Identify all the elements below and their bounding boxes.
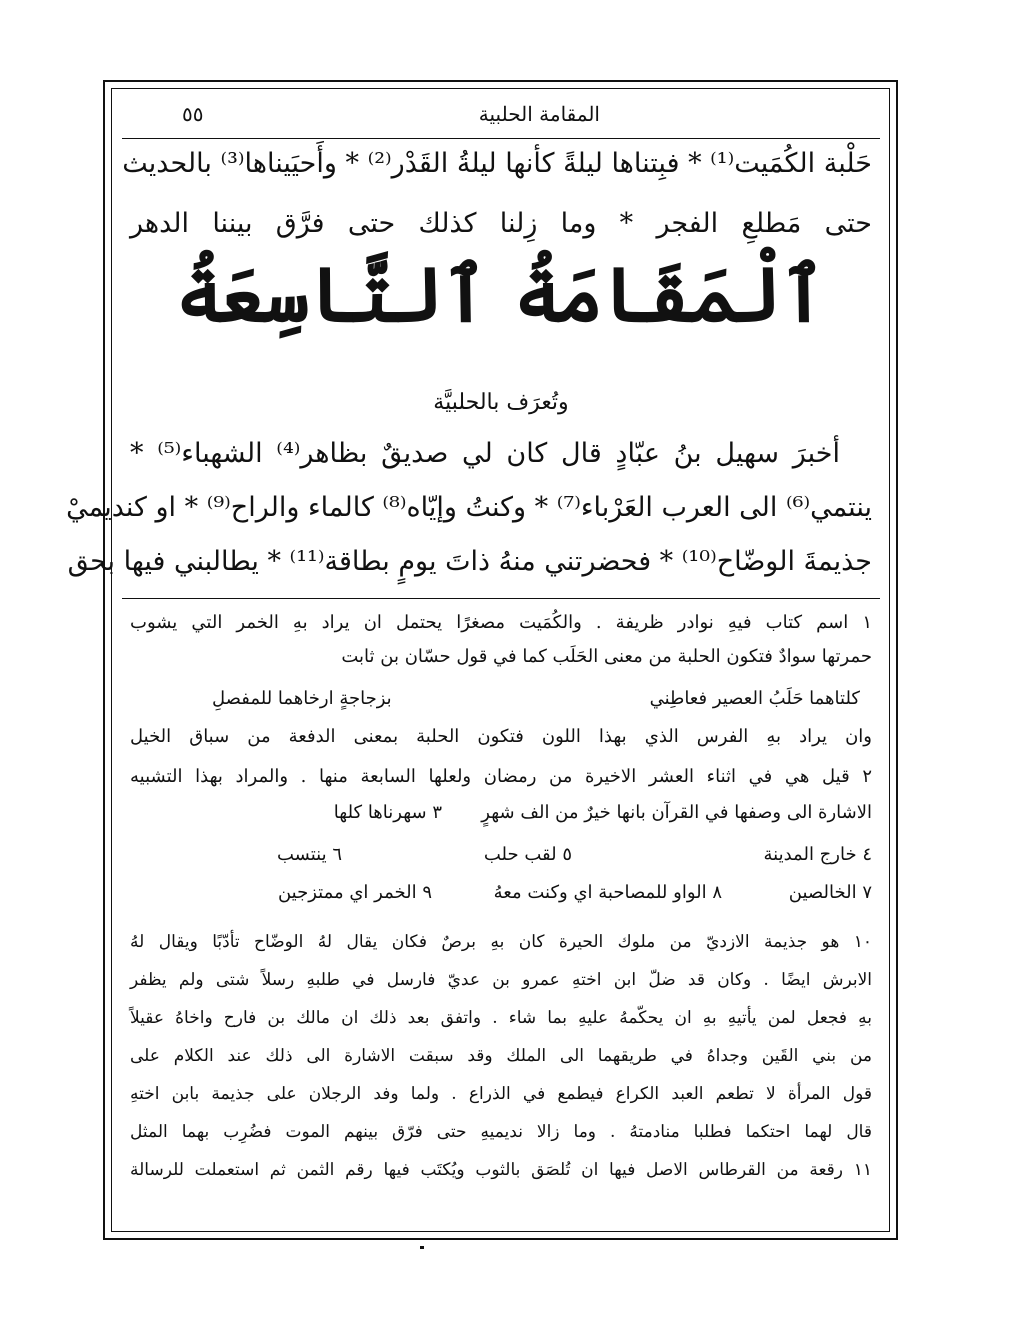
footnote-6: ٦ ينتسب [277, 844, 342, 865]
body-line: جذيمةَ الوضّاح⁽¹⁰⁾ * فحضرتني منهُ ذاتَ يومٍ بطاقة⁽¹¹⁾ * يطالبني فيها بحق [67, 546, 872, 577]
footnote-line: ١٠ هو جذيمة الازديّ من ملوك الحيرة كان بهِ برصٌ فكان يقال لهُ الوضّاح تأدّبًا ويقال لهُ [130, 932, 872, 952]
footnote-line: ١١ رقعة من القرطاس الاصل فيها ان تُلصَق بالثوب ويُكتَب فيها رقم الثمن ثم استعملت للرسالة [130, 1160, 872, 1180]
footnote-2-continued: الاشارة الى وصفها في القرآن بانها خيرٌ من الف شهرٍ [481, 802, 872, 823]
footnote-line: قال لهما احتكما فطلبا منادمتهُ . وما زالا نديميهِ حتى فرّق بينهم الموت فضُرِب بهما المثل [130, 1122, 872, 1142]
header-rule [122, 138, 880, 139]
print-mark [420, 1246, 424, 1249]
poem-verse [212, 688, 860, 709]
footnote-7: ٧ الخالصين [788, 882, 872, 903]
verse-hemistich-second: بزجاجةٍ ارخاهما للمفصلِ [212, 688, 392, 709]
running-header [122, 102, 880, 132]
footnote-line: قول المرأة لا تطعم العبد الكراع فيطمع في الذراع . ولما وفد الرجلان على جذيمة بابن اختهِ [130, 1084, 872, 1104]
footnote-8: ٨ الواو للمصاحبة اي وكنت معهُ [493, 882, 722, 903]
maqama-subtitle: وتُعرَف بالحلبيَّة [433, 390, 569, 415]
body-line: ينتمي⁽⁶⁾ الى العرب العَرْباء⁽⁷⁾ * وكنتُ وإيّاه⁽⁸⁾ كالماء والراح⁽⁹⁾ * او كنديميْ [66, 492, 872, 523]
intro-line: حَلْبة الكُمَيت⁽¹⁾ * فبِتناها ليلةً كأنها ليلةُ القَدْر⁽²⁾ * وأَحيَيناها⁽³⁾ بالحديث [122, 148, 872, 179]
intro-line: حتى مَطلعِ الفجر * وما زِلنا كذلك حتى فرَّق بيننا الدهر [130, 208, 872, 239]
footnote-rule [122, 598, 880, 599]
footnote-line: حمرتها سوادٌ فتكون الحلبة من معنى الحَلَب كما في قول حسّان بن ثابت [341, 646, 872, 667]
footnote-line: بهِ فجعل لمن يأتيهِ بهِ ان يحكّمهُ عليهِ بما شاء . واتفق بعد ذلك ان مالك بن فارح واخاهُ عقيلاً [130, 1008, 872, 1028]
page-number: ٥٥ [182, 102, 204, 126]
footnote-line: ٢ قيل هي في اثناء العشر الاخيرة من رمضان ولعلها السابعة منها . والمراد بهذا التشبيه [130, 766, 872, 787]
page-content [66, 90, 880, 1220]
footnote-line: الابرش ايضًا . وكان قد ضلّ ابن اختهِ عمرو بن عديّ فارسل في طلبهِ رسلاً شتى ولم يظفر [130, 970, 872, 990]
verse-hemistich-first: كلتاهما حَلَبُ العصير فعاطِني [649, 688, 860, 709]
footnote-5: ٥ لقب حلب [483, 844, 572, 865]
footnote-9: ٩ الخمر اي ممتزجين [277, 882, 432, 903]
body-line: أخبرَ سهيل بنُ عبّادٍ قال كان لي صديقٌ بظاهر⁽⁴⁾ الشهباء⁽⁵⁾ * [130, 438, 840, 469]
running-title: المقامة الحلبية [478, 102, 600, 126]
footnote-line: وان يراد بهِ الفرس الذي بهذا اللون فتكون الحلبة بمعنى الدفعة من سباق الخيل [130, 726, 872, 747]
footnote-3: ٣ سهرناها كلها [333, 802, 442, 823]
maqama-heading: ٱلْمَقَامَةُ ٱلتَّاسِعَةُ [176, 250, 826, 339]
footnote-line: من بني القَين وجداهُ في طريقهما الى الملك وقد سبقت الاشارة الى ذلك عند الكلام على [130, 1046, 872, 1066]
footnote-4: ٤ خارج المدينة [763, 844, 872, 865]
footnote-line: ١ اسم كتاب فيهِ نوادر ظريفة . والكُمَيت مصغرًا يحتمل ان يراد بهِ الخمر التي يشوب [130, 612, 872, 633]
